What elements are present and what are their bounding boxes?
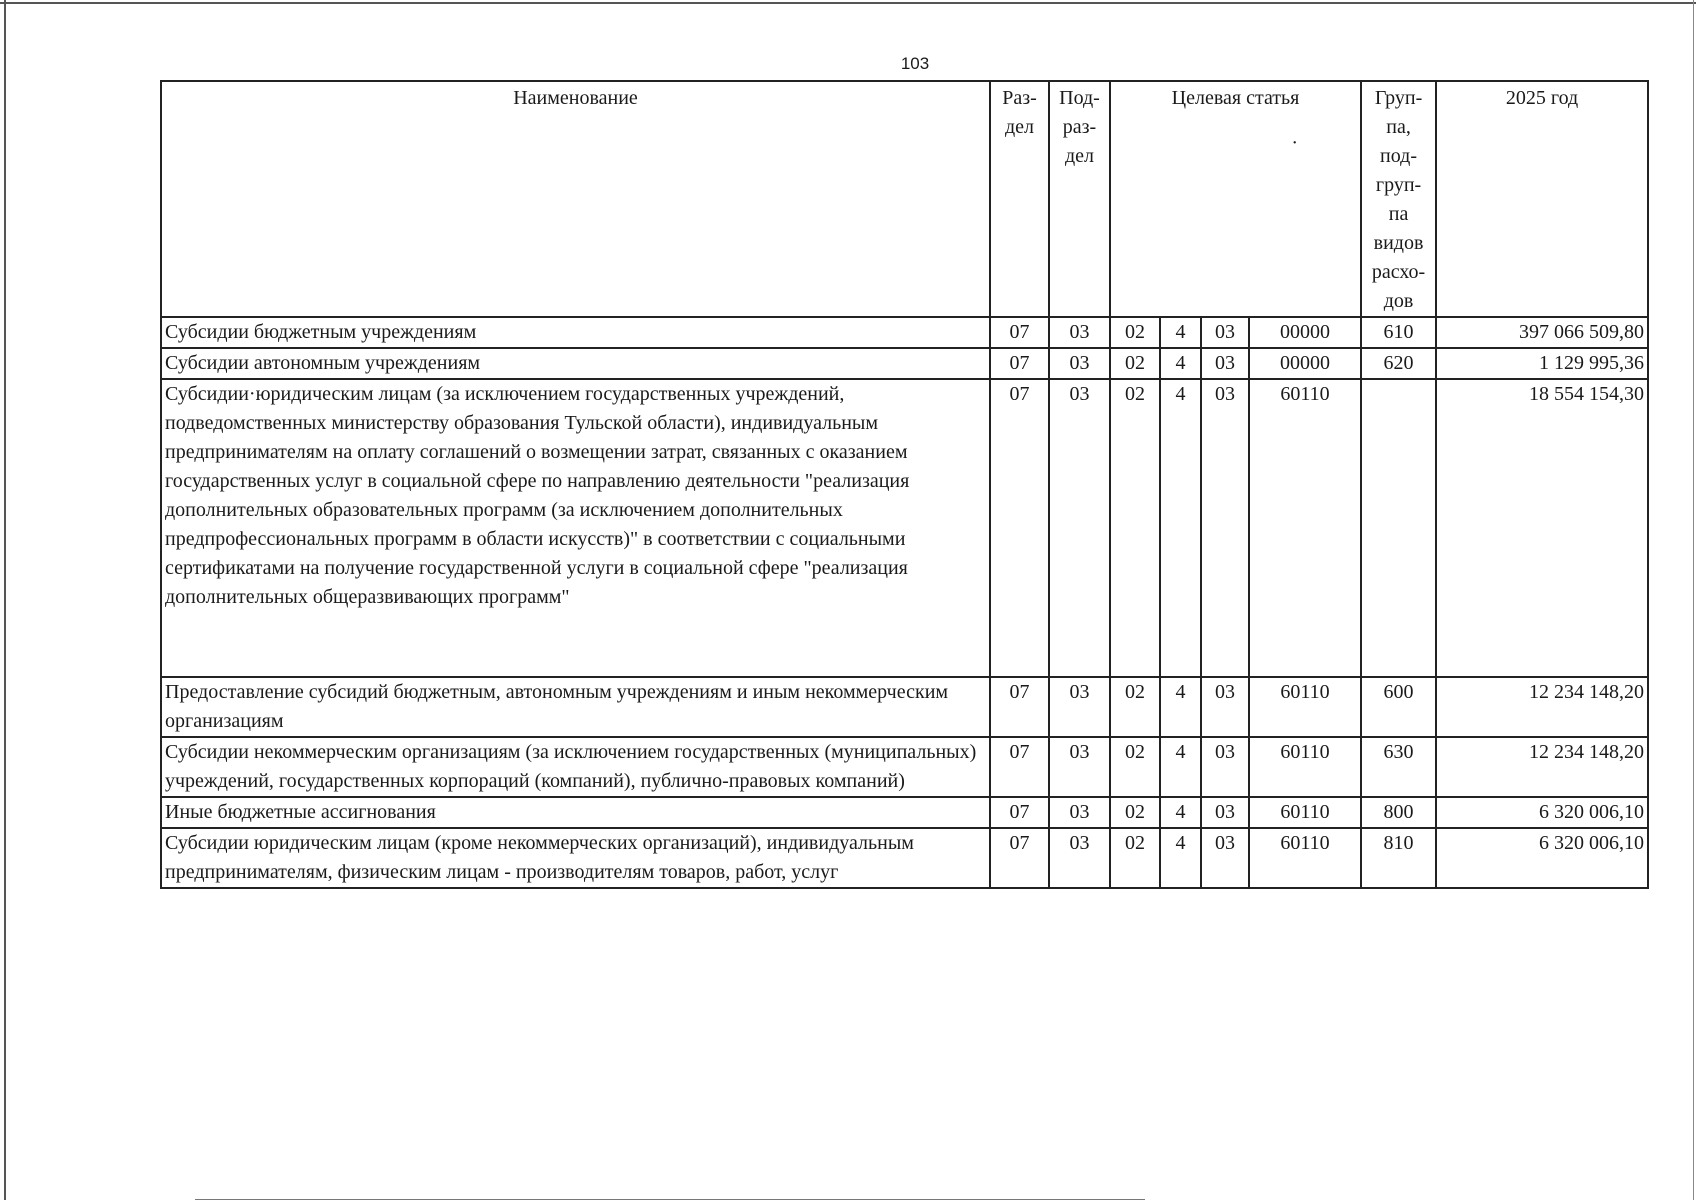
row-expense-group: [1361, 379, 1436, 677]
row-subsection: 03: [1049, 797, 1110, 828]
row-code-program: 02: [1110, 828, 1160, 888]
header-year: 2025 год: [1436, 81, 1648, 317]
row-code-subprogram: 03: [1201, 317, 1249, 348]
row-section: 07: [990, 379, 1049, 677]
header-subsection: [1049, 81, 1110, 317]
row-expense-group: 600: [1361, 677, 1436, 737]
row-code-type: 4: [1160, 348, 1201, 379]
row-code-program: 02: [1110, 737, 1160, 797]
row-subsection: 03: [1049, 828, 1110, 888]
row-amount: 1 129 995,36: [1436, 348, 1648, 379]
header-name: Наименование: [161, 81, 990, 317]
row-amount: 6 320 006,10: [1436, 797, 1648, 828]
row-code-type: 4: [1160, 737, 1201, 797]
row-code-subprogram: 03: [1201, 677, 1249, 737]
row-code-subprogram: 03: [1201, 348, 1249, 379]
scan-edge-top: [0, 2, 1696, 4]
header-expense-group-line: па: [1388, 203, 1409, 225]
row-subsection: 03: [1049, 379, 1110, 677]
row-expense-group: 620: [1361, 348, 1436, 379]
row-name: Субсидии юридическим лицам (кроме некоммерческих организаций), индивидуальным предпринимателям, физическим лицам - производителям товаров, работ, услуг: [161, 828, 990, 888]
row-code-subprogram: 03: [1201, 379, 1249, 677]
header-subsection-line: дел: [1064, 145, 1095, 167]
row-subsection: 03: [1049, 737, 1110, 797]
row-section: 07: [990, 317, 1049, 348]
row-name: Субсидии автономным учреждениям: [161, 348, 990, 379]
row-name: Субсидии·юридическим лицам (за исключением государственных учреждений, подведомственных министерству образования Тульской области), индивидуальным предпринимателям на оплату соглашений о возмещении затрат, связанных с оказанием государственных услуг в социальной сфере по направлению деятельности "реализация дополнительных образовательных программ (за исключением дополнительных предпрофессиональных программ в области искусств)" в соответствии с социальными сертификатами на получение государственной услуги в социальной сфере "реализация дополнительных общеразвивающих программ": [161, 379, 990, 677]
header-target-article: [1110, 81, 1361, 317]
row-subsection: 03: [1049, 317, 1110, 348]
row-code-direction: 60110: [1249, 737, 1361, 797]
row-code-type: 4: [1160, 317, 1201, 348]
header-target-article-mark: ·: [1291, 132, 1299, 154]
header-target-article-label: Целевая статья: [1171, 87, 1300, 109]
row-code-type: 4: [1160, 379, 1201, 677]
row-code-program: 02: [1110, 317, 1160, 348]
row-code-direction: 00000: [1249, 348, 1361, 379]
row-code-direction: 60110: [1249, 828, 1361, 888]
row-code-subprogram: 03: [1201, 737, 1249, 797]
header-expense-group-line: груп-: [1375, 174, 1422, 196]
row-name: Иные бюджетные ассигнования: [161, 797, 990, 828]
table-row: [161, 677, 1648, 737]
row-amount: 12 234 148,20: [1436, 737, 1648, 797]
row-section: 07: [990, 348, 1049, 379]
row-section: 07: [990, 677, 1049, 737]
header-expense-group-line: видов: [1373, 232, 1424, 254]
row-code-type: 4: [1160, 677, 1201, 737]
row-expense-group: 630: [1361, 737, 1436, 797]
table-row: [161, 348, 1648, 379]
header-subsection-line: раз-: [1062, 116, 1097, 138]
header-section-line: дел: [1004, 116, 1035, 138]
page-number: 103: [900, 54, 930, 73]
header-expense-group: [1361, 81, 1436, 317]
row-section: 07: [990, 737, 1049, 797]
table-row: [161, 797, 1648, 828]
header-expense-group-line: под-: [1380, 145, 1418, 167]
table-row: [161, 317, 1648, 348]
table-row: [161, 737, 1648, 797]
header-section: [990, 81, 1049, 317]
row-code-direction: 00000: [1249, 317, 1361, 348]
table-row: [161, 828, 1648, 888]
table-row: [161, 379, 1648, 677]
header-expense-group-line: па,: [1386, 116, 1411, 138]
row-amount: 397 066 509,80: [1436, 317, 1648, 348]
row-code-program: 02: [1110, 348, 1160, 379]
row-code-program: 02: [1110, 677, 1160, 737]
row-name: Субсидии бюджетным учреждениям: [161, 317, 990, 348]
header-expense-group-line: расхо-: [1371, 261, 1426, 283]
row-amount: 18 554 154,30: [1436, 379, 1648, 677]
header-expense-group-line: дов: [1383, 290, 1414, 312]
row-code-program: 02: [1110, 797, 1160, 828]
row-code-program: 02: [1110, 379, 1160, 677]
row-code-direction: 60110: [1249, 677, 1361, 737]
header-subsection-line: Под-: [1059, 87, 1100, 109]
row-code-type: 4: [1160, 828, 1201, 888]
row-expense-group: 810: [1361, 828, 1436, 888]
row-subsection: 03: [1049, 677, 1110, 737]
row-code-type: 4: [1160, 797, 1201, 828]
row-amount: 6 320 006,10: [1436, 828, 1648, 888]
header-expense-group-line: Груп-: [1374, 87, 1423, 109]
row-expense-group: 800: [1361, 797, 1436, 828]
scan-edge-right: [1693, 0, 1694, 1200]
header-section-line: Раз-: [1002, 87, 1037, 109]
row-section: 07: [990, 828, 1049, 888]
row-code-subprogram: 03: [1201, 828, 1249, 888]
budget-table: [160, 80, 1649, 889]
row-name: Предоставление субсидий бюджетным, автономным учреждениям и иным некоммерческим организациям: [161, 677, 990, 737]
scan-edge-left: [4, 0, 6, 1200]
row-code-direction: 60110: [1249, 379, 1361, 677]
table-header-row: [161, 81, 1648, 317]
row-subsection: 03: [1049, 348, 1110, 379]
row-code-subprogram: 03: [1201, 797, 1249, 828]
row-section: 07: [990, 797, 1049, 828]
row-code-direction: 60110: [1249, 797, 1361, 828]
row-expense-group: 610: [1361, 317, 1436, 348]
row-name: Субсидии некоммерческим организациям (за исключением государственных (муниципальных) учреждений, государственных корпораций (компаний), публично-правовых компаний): [161, 737, 990, 797]
row-amount: 12 234 148,20: [1436, 677, 1648, 737]
